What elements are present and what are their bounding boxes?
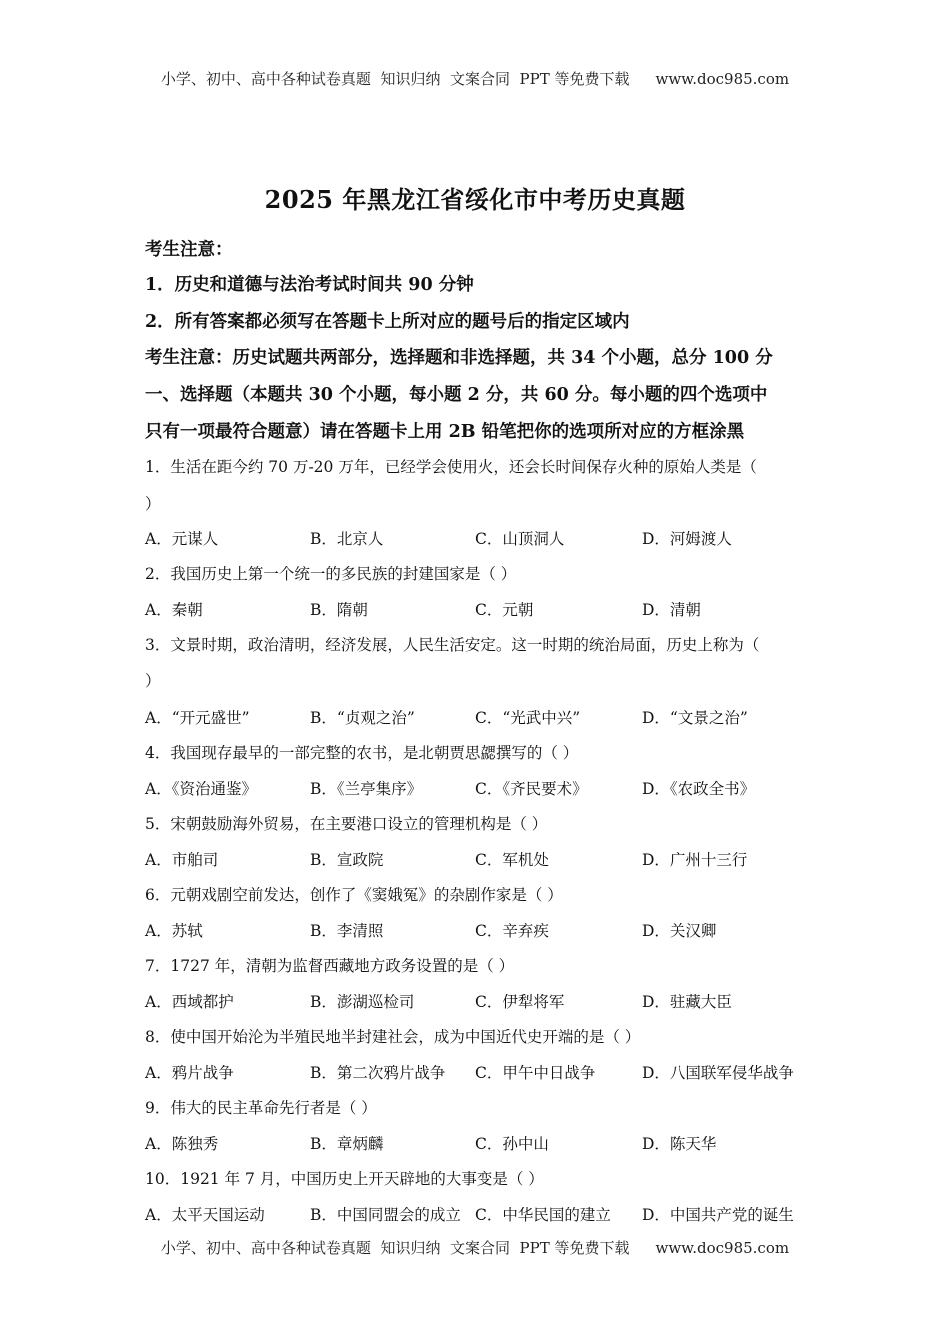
- option-d: D．八国联军侵华战争: [642, 1064, 794, 1082]
- question-2: 2．我国历史上第一个统一的多民族的封建国家是（ ）: [145, 565, 517, 583]
- option-b: B．中国同盟会的成立: [310, 1206, 461, 1224]
- question-3: 3．文景时期，政治清明，经济发展，人民生活安定。这一时期的统治局面，历史上称为（: [145, 636, 760, 654]
- option-c: C．甲午中日战争: [475, 1064, 596, 1082]
- notice-item-1: 1．历史和道德与法治考试时间共 90 分钟: [145, 275, 474, 295]
- section-heading-line2: 只有一项最符合题意）请在答题卡上用 2B 铅笔把你的选项所对应的方框涂黑: [145, 422, 745, 442]
- header-banner: [0, 68, 950, 89]
- option-c: C．山顶洞人: [475, 530, 565, 548]
- banner-url[interactable]: www.doc985.com: [655, 1239, 790, 1257]
- option-a: A．鸦片战争: [145, 1064, 234, 1082]
- option-a: A．“开元盛世”: [145, 709, 250, 727]
- option-c: C．辛弃疾: [475, 922, 549, 940]
- option-d: D．“文景之治”: [642, 709, 748, 727]
- option-a: A．《资治通鉴》: [145, 780, 257, 798]
- option-a: A．陈独秀: [145, 1135, 219, 1153]
- option-b: B．北京人: [310, 530, 384, 548]
- option-a: A．太平天国运动: [145, 1206, 265, 1224]
- question-10: 10．1921 年 7 月，中国历史上开天辟地的大事变是（ ）: [145, 1170, 544, 1188]
- option-b: B．《兰亭集序》: [310, 780, 423, 798]
- option-d: D．《农政全书》: [642, 780, 756, 798]
- banner-text: 小学、初中、高中各种试卷真题 知识归纳 文案合同 PPT 等免费下载: [160, 1239, 630, 1257]
- option-b: B．澎湖巡检司: [310, 993, 415, 1011]
- option-a: A．秦朝: [145, 601, 203, 619]
- footer-banner: [0, 1237, 950, 1258]
- notice-item-3: 考生注意：历史试题共两部分，选择题和非选择题，共 34 个小题，总分 100 分: [145, 348, 773, 368]
- question-8: 8．使中国开始沦为半殖民地半封建社会，成为中国近代史开端的是（ ）: [145, 1028, 641, 1046]
- option-d: D．中国共产党的诞生: [642, 1206, 794, 1224]
- option-c: C．孙中山: [475, 1135, 549, 1153]
- banner-text: 小学、初中、高中各种试卷真题 知识归纳 文案合同 PPT 等免费下载: [160, 70, 630, 88]
- banner-url[interactable]: www.doc985.com: [655, 70, 790, 88]
- option-c: C．军机处: [475, 851, 549, 869]
- option-b: B．第二次鸦片战争: [310, 1064, 446, 1082]
- question-2-options: [145, 598, 815, 620]
- question-9: 9．伟大的民主革命先行者是（ ）: [145, 1099, 377, 1117]
- question-3-options: [145, 706, 815, 728]
- option-d: D．河姆渡人: [642, 530, 732, 548]
- notice-item-2: 2．所有答案都必须写在答题卡上所对应的题号后的指定区域内: [145, 312, 630, 332]
- question-6-options: [145, 919, 815, 941]
- question-7-options: [145, 990, 815, 1012]
- question-1: 1．生活在距今约 70 万-20 万年，已经学会使用火，还会长时间保存火种的原始人类是（: [145, 458, 757, 476]
- question-10-options: [145, 1203, 815, 1225]
- option-d: D．陈天华: [642, 1135, 717, 1153]
- notice-heading: 考生注意：: [145, 240, 233, 260]
- option-c: C．《齐民要术》: [475, 780, 588, 798]
- option-c: C．元朝: [475, 601, 534, 619]
- question-8-options: [145, 1061, 815, 1083]
- question-3-cont: ）: [145, 672, 161, 690]
- question-6: 6．元朝戏剧空前发达，创作了《窦娥冤》的杂剧作家是（ ）: [145, 886, 563, 904]
- question-7: 7．1727 年，清朝为监督西藏地方政务设置的是（ ）: [145, 957, 515, 975]
- question-1-cont: ）: [145, 495, 161, 513]
- question-5-options: [145, 848, 815, 870]
- option-d: D．关汉卿: [642, 922, 717, 940]
- question-1-options: [145, 527, 815, 549]
- option-a: A．苏轼: [145, 922, 203, 940]
- option-d: D．广州十三行: [642, 851, 748, 869]
- option-d: D．清朝: [642, 601, 701, 619]
- page-title: 2025 年黑龙江省绥化市中考历史真题: [264, 185, 686, 214]
- option-c: C．“光武中兴”: [475, 709, 581, 727]
- option-c: C．中华民国的建立: [475, 1206, 611, 1224]
- option-b: B．章炳麟: [310, 1135, 384, 1153]
- option-a: A．西域都护: [145, 993, 234, 1011]
- option-a: A．元谋人: [145, 530, 219, 548]
- question-4-options: [145, 777, 815, 799]
- option-b: B．“贞观之治”: [310, 709, 415, 727]
- option-d: D．驻藏大臣: [642, 993, 732, 1011]
- question-9-options: [145, 1132, 815, 1154]
- option-b: B．宣政院: [310, 851, 384, 869]
- section-heading-line1: 一、选择题（本题共 30 个小题，每小题 2 分，共 60 分。每小题的四个选项中: [145, 385, 768, 405]
- question-4: 4．我国现存最早的一部完整的农书，是北朝贾思勰撰写的（ ）: [145, 744, 579, 762]
- option-b: B．李清照: [310, 922, 384, 940]
- option-b: B．隋朝: [310, 601, 368, 619]
- option-c: C．伊犁将军: [475, 993, 565, 1011]
- question-5: 5．宋朝鼓励海外贸易，在主要港口设立的管理机构是（ ）: [145, 815, 548, 833]
- option-a: A．市舶司: [145, 851, 219, 869]
